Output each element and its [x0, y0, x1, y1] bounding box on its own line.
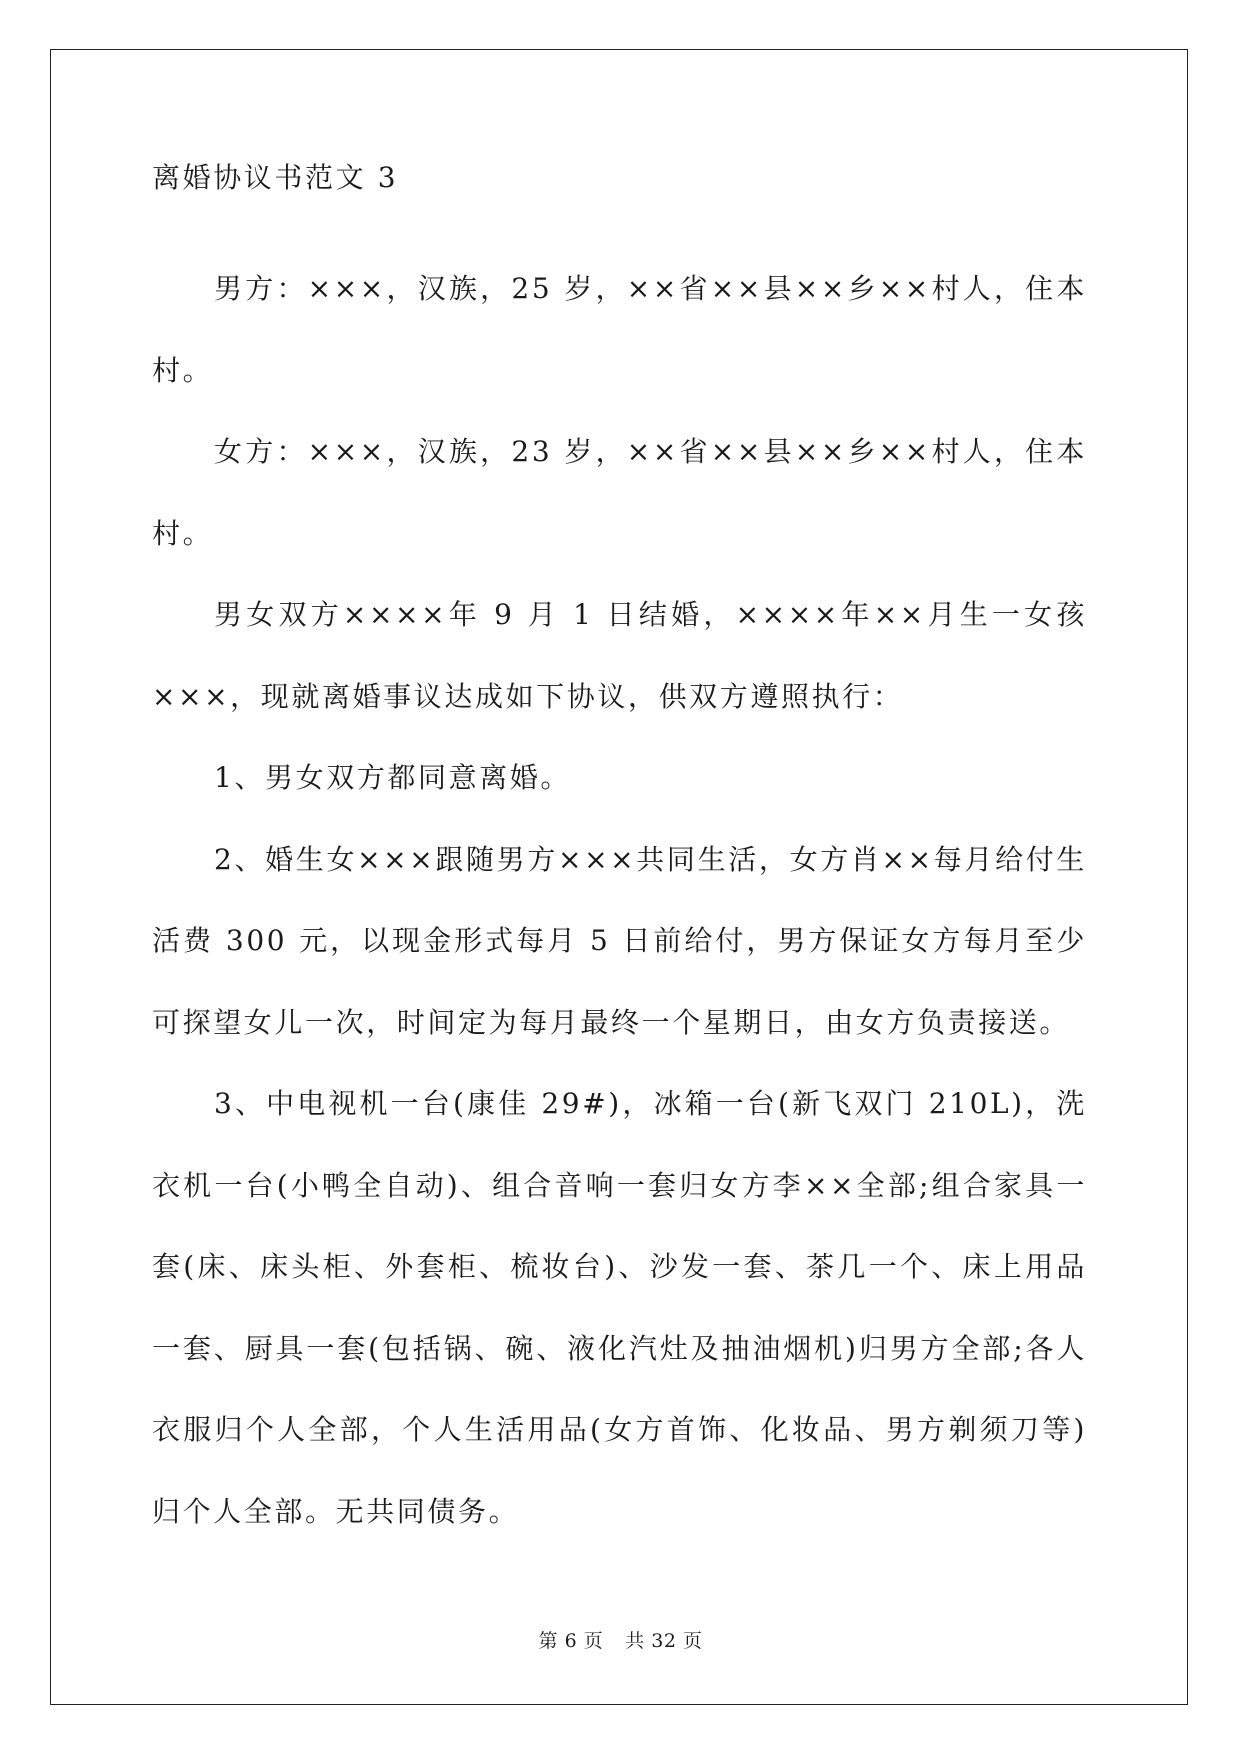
paragraph-marriage-info: 男女双方××××年 9 月 1 日结婚，××××年××月生一女孩×××，现就离婚事议达成如下协议，供双方遵照执行： — [152, 598, 1087, 713]
clause-1: 1、男女双方都同意离婚。 — [214, 761, 572, 794]
clause-2: 2、婚生女×××跟随男方×××共同生活，女方肖××每月给付生活费 300 元，以现金形式每月 5 日前给付，男方保证女方每月至少可探望女儿一次，时间定为每月最终一个星期日，由女方负责接送。 — [152, 842, 1087, 1039]
clause-3: 3、中电视机一台(康佳 29#)，冰箱一台(新飞双门 210L)，洗衣机一台(小鸭全自动)、组合音响一套归女方李××全部;组合家具一套(床、床头柜、外套柜、梳妆台)、沙发一套、茶几一个、床上用品一套、厨具一套(包括锅、碗、液化汽灶及抽油烟机)归男方全部;各人衣服归个人全部，个人生活用品(女方首饰、化妆品、男方剃须刀等)归个人全部。无共同债务。 — [152, 1087, 1087, 1528]
page-number-total: 共 32 页 — [625, 1630, 703, 1652]
page-number-current: 第 6 页 — [538, 1630, 604, 1652]
paragraph-wife: 女方：×××，汉族，23 岁，××省××县××乡××村人，住本村。 — [152, 435, 1087, 550]
page-footer — [0, 1629, 1241, 1653]
paragraph-husband: 男方：×××，汉族，25 岁，××省××县××乡××村人，住本村。 — [152, 272, 1087, 387]
document-title: 离婚协议书范文 3 — [152, 161, 399, 194]
document-body — [152, 161, 1087, 1552]
